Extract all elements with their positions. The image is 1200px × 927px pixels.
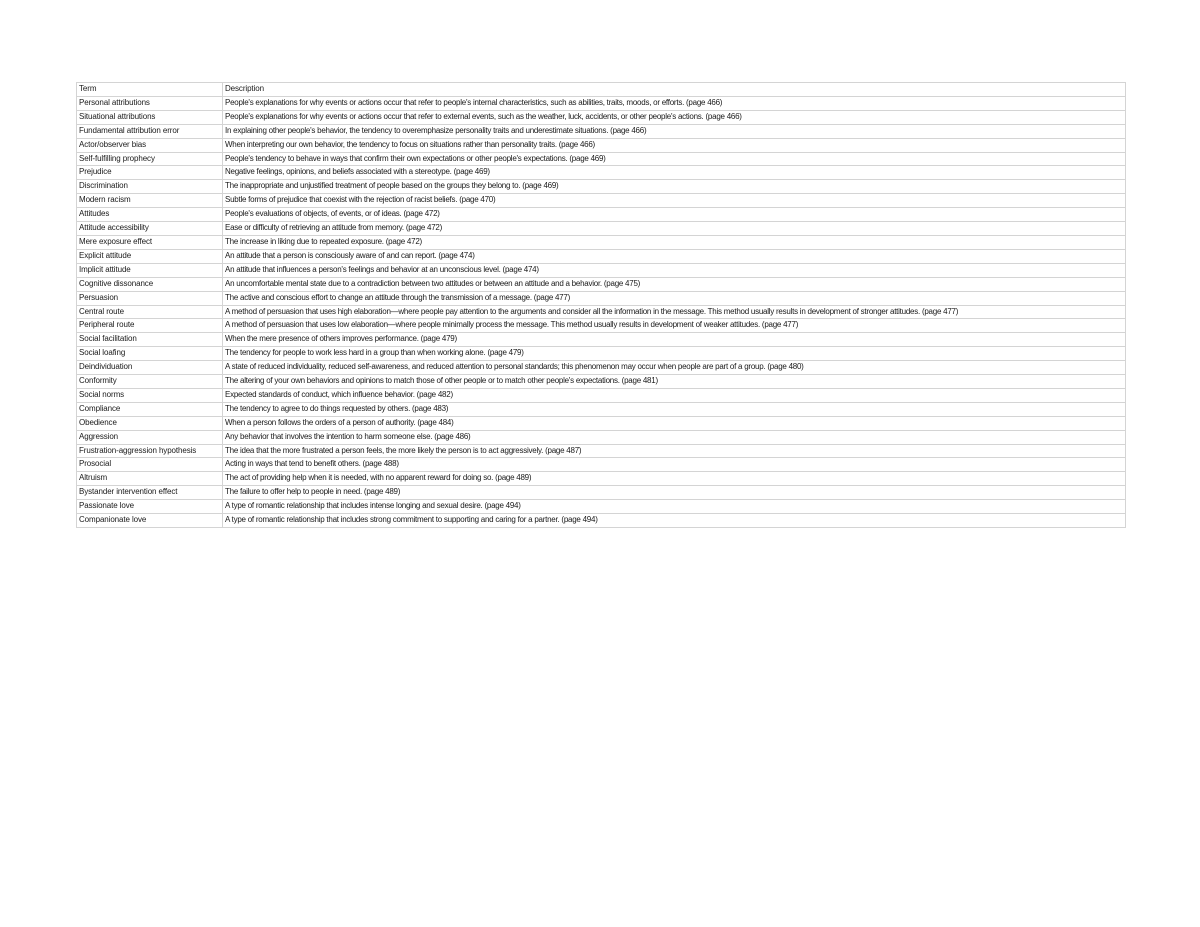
- table-row: [77, 263, 1126, 277]
- table-row: [77, 347, 1126, 361]
- description-cell: A type of romantic relationship that includes strong commitment to supporting and caring for a partner. (page 494): [223, 514, 1126, 528]
- table-row: [77, 96, 1126, 110]
- table-row: [77, 277, 1126, 291]
- table-row: [77, 319, 1126, 333]
- description-cell: The tendency to agree to do things requested by others. (page 483): [223, 402, 1126, 416]
- term-cell: Persuasion: [77, 291, 223, 305]
- table-row: [77, 514, 1126, 528]
- description-cell: People's evaluations of objects, of events, or of ideas. (page 472): [223, 208, 1126, 222]
- table-row: [77, 180, 1126, 194]
- term-cell: Self-fulfilling prophecy: [77, 152, 223, 166]
- term-cell: Fundamental attribution error: [77, 124, 223, 138]
- table-row: [77, 110, 1126, 124]
- term-cell: Actor/observer bias: [77, 138, 223, 152]
- term-cell: Compliance: [77, 402, 223, 416]
- term-cell: Companionate love: [77, 514, 223, 528]
- table-row: [77, 124, 1126, 138]
- description-cell: The failure to offer help to people in need. (page 489): [223, 486, 1126, 500]
- description-cell: When a person follows the orders of a person of authority. (page 484): [223, 416, 1126, 430]
- table-row: [77, 305, 1126, 319]
- term-cell: Mere exposure effect: [77, 235, 223, 249]
- description-cell: People's explanations for why events or actions occur that refer to people's internal characteristics, such as abilities, traits, moods, or efforts. (page 466): [223, 96, 1126, 110]
- term-cell: Modern racism: [77, 194, 223, 208]
- description-cell: Expected standards of conduct, which influence behavior. (page 482): [223, 388, 1126, 402]
- table-row: [77, 166, 1126, 180]
- term-cell: Altruism: [77, 472, 223, 486]
- table-row: [77, 430, 1126, 444]
- table-row: [77, 249, 1126, 263]
- table-row: [77, 416, 1126, 430]
- description-cell: People's tendency to behave in ways that confirm their own expectations or other people's expectations. (page 469): [223, 152, 1126, 166]
- description-cell: The idea that the more frustrated a person feels, the more likely the person is to act aggressively. (page 487): [223, 444, 1126, 458]
- term-cell: Cognitive dissonance: [77, 277, 223, 291]
- description-cell: People's explanations for why events or actions occur that refer to external events, such as the weather, luck, accidents, or other people's actions. (page 466): [223, 110, 1126, 124]
- term-cell: Bystander intervention effect: [77, 486, 223, 500]
- table-row: [77, 152, 1126, 166]
- description-cell: The tendency for people to work less hard in a group than when working alone. (page 479): [223, 347, 1126, 361]
- table-row: [77, 333, 1126, 347]
- description-cell: Ease or difficulty of retrieving an attitude from memory. (page 472): [223, 222, 1126, 236]
- glossary-body: [77, 96, 1126, 527]
- term-cell: Social facilitation: [77, 333, 223, 347]
- header-description: Description: [223, 83, 1126, 97]
- term-cell: Aggression: [77, 430, 223, 444]
- table-row: [77, 458, 1126, 472]
- term-cell: Central route: [77, 305, 223, 319]
- term-cell: Prosocial: [77, 458, 223, 472]
- description-cell: An uncomfortable mental state due to a contradiction between two attitudes or between an attitude and a behavior. (page 475): [223, 277, 1126, 291]
- description-cell: The act of providing help when it is needed, with no apparent reward for doing so. (page 489): [223, 472, 1126, 486]
- description-cell: The inappropriate and unjustified treatment of people based on the groups they belong to. (page 469): [223, 180, 1126, 194]
- term-cell: Conformity: [77, 375, 223, 389]
- table-row: [77, 402, 1126, 416]
- term-cell: Explicit attitude: [77, 249, 223, 263]
- description-cell: Acting in ways that tend to benefit others. (page 488): [223, 458, 1126, 472]
- description-cell: Any behavior that involves the intention to harm someone else. (page 486): [223, 430, 1126, 444]
- description-cell: A state of reduced individuality, reduced self-awareness, and reduced attention to personal standards; this phenomenon may occur when people are part of a group. (page 480): [223, 361, 1126, 375]
- term-cell: Deindividuation: [77, 361, 223, 375]
- description-cell: An attitude that influences a person's feelings and behavior at an unconscious level. (page 474): [223, 263, 1126, 277]
- term-cell: Prejudice: [77, 166, 223, 180]
- table-row: [77, 361, 1126, 375]
- description-cell: When interpreting our own behavior, the tendency to focus on situations rather than personality traits. (page 466): [223, 138, 1126, 152]
- term-cell: Peripheral route: [77, 319, 223, 333]
- table-row: [77, 208, 1126, 222]
- term-cell: Passionate love: [77, 500, 223, 514]
- description-cell: A type of romantic relationship that includes intense longing and sexual desire. (page 494): [223, 500, 1126, 514]
- table-row: [77, 472, 1126, 486]
- description-cell: A method of persuasion that uses low elaboration—where people minimally process the message. This method usually results in development of weaker attitudes. (page 477): [223, 319, 1126, 333]
- term-cell: Attitudes: [77, 208, 223, 222]
- table-row: [77, 194, 1126, 208]
- description-cell: An attitude that a person is consciously aware of and can report. (page 474): [223, 249, 1126, 263]
- description-cell: In explaining other people's behavior, the tendency to overemphasize personality traits and underestimate situations. (page 466): [223, 124, 1126, 138]
- description-cell: A method of persuasion that uses high elaboration—where people pay attention to the arguments and consider all the information in the message. This method usually results in development of stronger attitudes. (page 477): [223, 305, 1126, 319]
- term-cell: Attitude accessibility: [77, 222, 223, 236]
- table-row: [77, 388, 1126, 402]
- description-cell: When the mere presence of others improves performance. (page 479): [223, 333, 1126, 347]
- description-cell: Negative feelings, opinions, and beliefs associated with a stereotype. (page 469): [223, 166, 1126, 180]
- term-cell: Situational attributions: [77, 110, 223, 124]
- table-row: [77, 235, 1126, 249]
- description-cell: Subtle forms of prejudice that coexist with the rejection of racist beliefs. (page 470): [223, 194, 1126, 208]
- glossary-table: [76, 82, 1126, 528]
- description-cell: The altering of your own behaviors and opinions to match those of other people or to match other people's expectations. (page 481): [223, 375, 1126, 389]
- description-cell: The active and conscious effort to change an attitude through the transmission of a message. (page 477): [223, 291, 1126, 305]
- table-row: [77, 500, 1126, 514]
- table-row: [77, 138, 1126, 152]
- table-row: [77, 222, 1126, 236]
- table-row: [77, 375, 1126, 389]
- header-term: Term: [77, 83, 223, 97]
- glossary-sheet: [76, 82, 1125, 528]
- term-cell: Social norms: [77, 388, 223, 402]
- term-cell: Discrimination: [77, 180, 223, 194]
- table-row: [77, 444, 1126, 458]
- term-cell: Social loafing: [77, 347, 223, 361]
- term-cell: Personal attributions: [77, 96, 223, 110]
- term-cell: Implicit attitude: [77, 263, 223, 277]
- header-row: [77, 83, 1126, 97]
- table-row: [77, 291, 1126, 305]
- description-cell: The increase in liking due to repeated exposure. (page 472): [223, 235, 1126, 249]
- table-row: [77, 486, 1126, 500]
- term-cell: Obedience: [77, 416, 223, 430]
- term-cell: Frustration-aggression hypothesis: [77, 444, 223, 458]
